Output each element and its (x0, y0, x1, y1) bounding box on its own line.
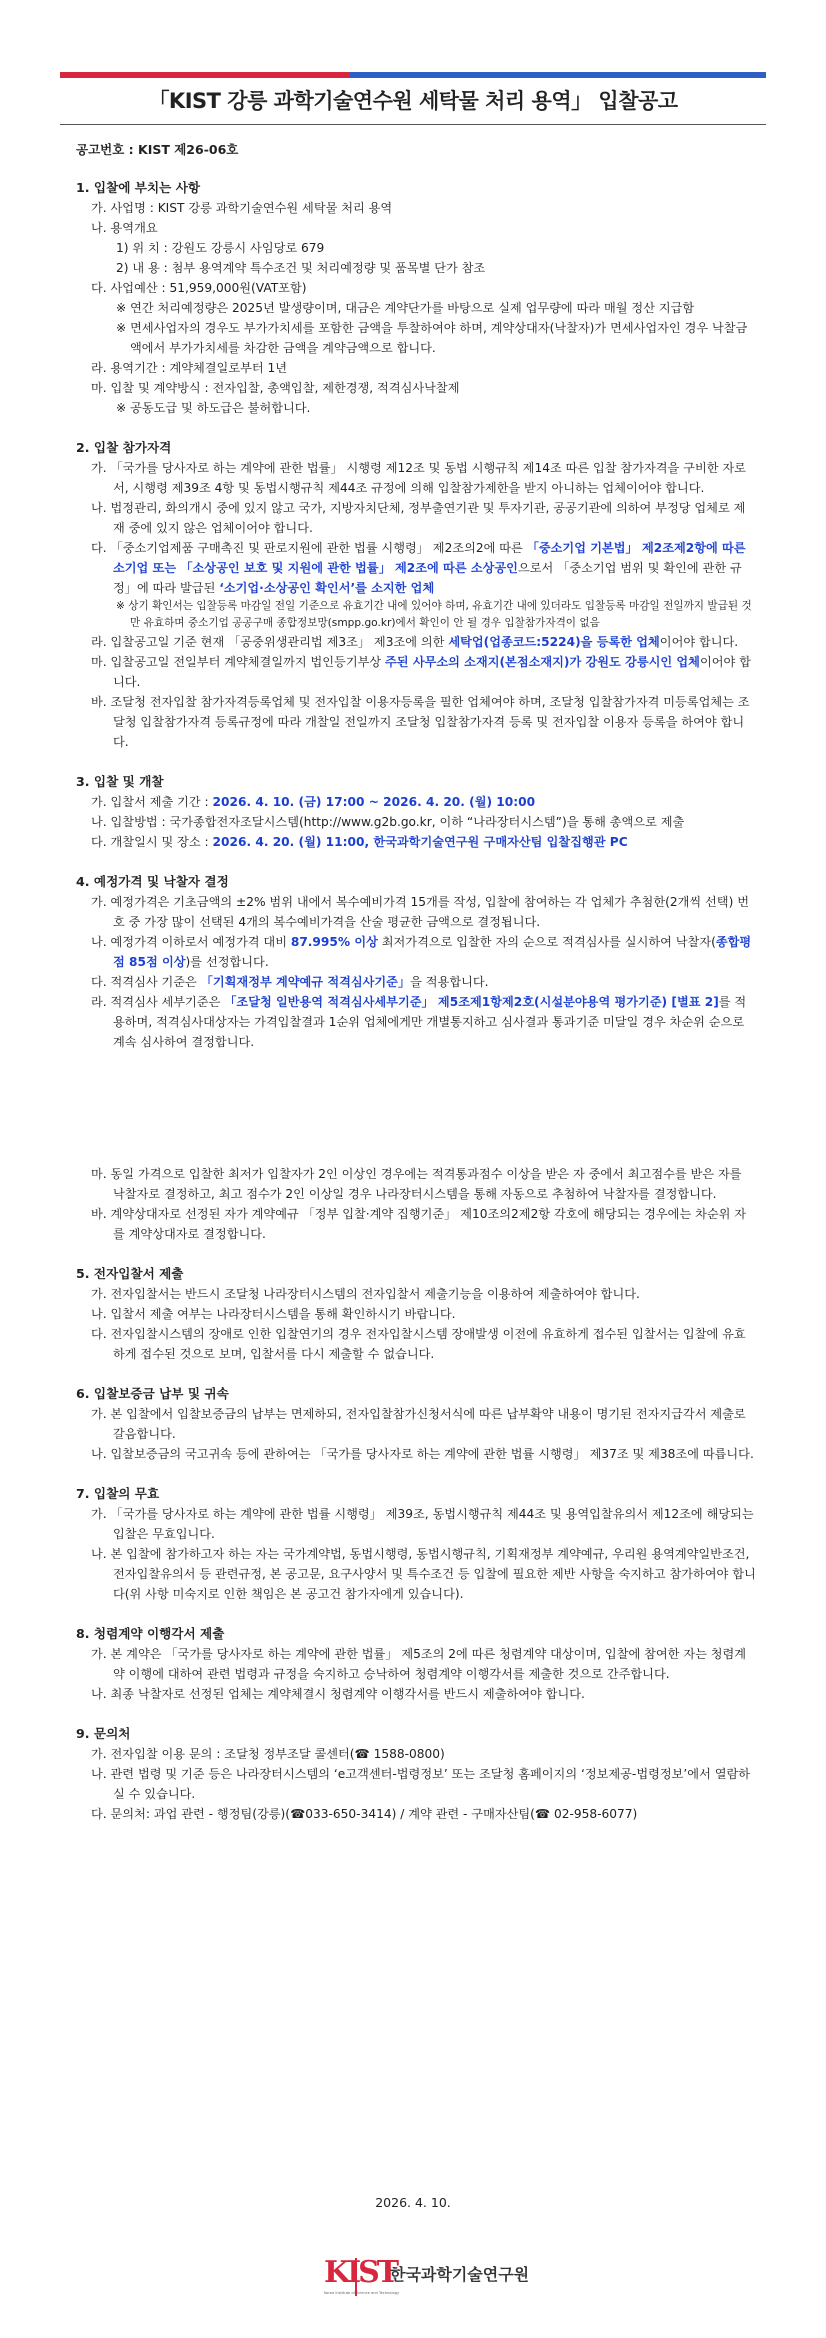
s2-item-ga: 가. 「국가를 당사자로 하는 계약에 관한 법률」 시행령 제12조 및 동법 시행규칙 제14조 따른 입찰 참가자격을 구비한 자로서, 시행령 제39조 4항 및 동법시행규칙 제44조 규정에 의해 입찰참가제한을 받지 아니하는 업체이어야 합니다. (91, 461, 746, 495)
s4-item-ga: 가. 예정가격은 기초금액의 ±2% 범위 내에서 복수예비가격 15개를 작성, 입찰에 참여하는 각 업체가 추첨한(2개씩 선택) 번호 중 가장 많이 선택된 4개의 복수예비가격을 산술 평균한 금액으로 결정됩니다. (91, 895, 749, 929)
s2-ma-text-2: 이어야 합니다. (113, 655, 751, 689)
s4-da-text-1: 다. 적격심사 기준은 (91, 975, 201, 989)
s2-ra-text-2: 이어야 합니다. (659, 635, 739, 649)
s3-da-highlight: 2026. 4. 20. (월) 11:00, 한국과학기술연구원 구매자산팀 입찰집행관 PC (212, 835, 628, 849)
s2-ma-text-1: 마. 입찰공고일 전일부터 계약체결일까지 법인등기부상 (91, 655, 386, 669)
s7-item-ga: 가. 「국가를 당사자로 하는 계약에 관한 법률 시행령」 제39조, 동법시행규칙 제44조 및 용역입찰유의서 제12조에 해당되는 입찰은 무효입니다. (91, 1507, 754, 1541)
s4-ra-text-2: 를 적용하며, 적격심사대상자는 가격입찰결과 1순위 업체에게만 개별통지하고 심사결과 통과기준 미달일 경우 차순위 순으로 계속 심사하여 결정합니다. (113, 995, 747, 1049)
s1-note-1: ※ 연간 처리예정량은 2025년 발생량이며, 대금은 계약단가를 바탕으로 실제 업무량에 따라 매월 정산 지급함 (116, 301, 695, 315)
s3-item-na: 나. 입찰방법 : 국가종합전자조달시스템(http://www.g2b.go.kr, 이하 “나라장터시스템”)을 통해 총액으로 제출 (91, 815, 685, 829)
section-3-heading: 3. 입찰 및 개찰 (76, 774, 164, 789)
s3-item-ga (80, 792, 756, 812)
section-4-heading: 4. 예정가격 및 낙찰자 결정 (76, 874, 229, 889)
s4-ra-text-1: 라. 적격심사 세부기준은 (91, 995, 225, 1009)
s2-da-text-2: 으로서 「중소기업 범위 및 확인에 관한 규정」에 따라 발급된 (113, 561, 742, 595)
section-8-heading: 8. 청렴계약 이행각서 제출 (76, 1626, 225, 1641)
header-color-bar (60, 72, 766, 78)
s4-na-text-2: 최저가격으로 입찰한 자의 순으로 적격심사를 실시하여 낙찰자( (377, 935, 716, 949)
s4-item-na (80, 932, 756, 972)
s3-ga-highlight: 2026. 4. 10. (금) 17:00 ~ 2026. 4. 20. (월) 10:00 (212, 795, 536, 809)
kist-logo-mark (322, 2248, 400, 2304)
s8-item-na: 나. 최종 낙찰자로 선정된 업체는 계약체결시 청렴계약 이행각서를 반드시 제출하여야 합니다. (91, 1687, 585, 1701)
s2-ra-text-1: 라. 입찰공고일 기준 현재 「공중위생관리법 제3조」 제3조에 의한 (91, 635, 449, 649)
s2-da-highlight-2: ‘소기업·소상공인 확인서’를 소지한 업체 (219, 581, 435, 595)
page-title: 「KIST 강릉 과학기술연수원 세탁물 처리 용역」 입찰공고 (148, 89, 678, 113)
s4-na-highlight-1: 87.995% 이상 (290, 935, 378, 949)
section-7-heading: 7. 입찰의 무효 (76, 1486, 160, 1501)
s2-item-da (80, 538, 756, 598)
announcement-date: 2026. 4. 10. (375, 2195, 451, 2210)
s2-item-ba: 바. 조달청 전자입찰 참가자격등록업체 및 전자입찰 이용자등록을 필한 업체여야 하며, 조달청 입찰참가자격 미등록업체는 조달청 입찰참가자격 등록규정에 따라 개찰일 전일까지 조달청 입찰참가자격 등록 및 전자입찰 이용자 등록을 하여야 합니다. (91, 695, 750, 749)
s5-item-na: 나. 입찰서 제출 여부는 나라장터시스템을 통해 확인하시기 바랍니다. (91, 1307, 456, 1321)
org-name: 한국과학기술연구원 (390, 2265, 530, 2284)
section-1-heading: 1. 입찰에 부치는 사항 (76, 180, 201, 195)
s4-item-ra (80, 992, 756, 1052)
kist-logo-letters: KIST (324, 2255, 397, 2290)
s3-da-text: 다. 개찰일시 및 장소 : (91, 835, 213, 849)
header-bar-blue (350, 72, 766, 78)
s1-item-ma: 마. 입찰 및 계약방식 : 전자입찰, 총액입찰, 제한경쟁, 적격심사낙찰제 (91, 381, 460, 395)
s3-item-da (80, 832, 756, 852)
s4-item-ma: 마. 동일 가격으로 입찰한 최저가 입찰자가 2인 이상인 경우에는 적격통과점수 이상을 받은 자 중에서 최고점수를 받은 자를 낙찰자로 결정하고, 최고 점수가 2인 이상일 경우 나라장터시스템을 통해 자동으로 추첨하여 낙찰자를 결정합니다. (91, 1167, 742, 1201)
kist-logo (322, 2248, 562, 2304)
s2-ma-highlight: 주된 사무소의 소재지(본점소재지)가 강원도 강릉시인 업체 (385, 655, 700, 669)
s2-da-text-1: 다. 「중소기업제품 구매촉진 및 판로지원에 관한 법률 시행령」 제2조의2에 따른 (91, 541, 527, 555)
s4-ra-highlight: 「조달청 일반용역 적격심사세부기준」 제5조제1항제2호(시설분야용역 평가기준) [별표 2] (224, 995, 719, 1009)
s6-item-na: 나. 입찰보증금의 국고귀속 등에 관하여는 「국가를 당사자로 하는 계약에 관한 법률 시행령」 제37조 및 제38조에 따릅니다. (91, 1447, 754, 1461)
s9-item-ga: 가. 전자입찰 이용 문의 : 조달청 정부조달 콜센터(☎ 1588-0800) (91, 1747, 445, 1761)
section-2-heading: 2. 입찰 참가자격 (76, 440, 172, 455)
section-6-heading: 6. 입찰보증금 납부 및 귀속 (76, 1386, 229, 1401)
announcement-body (76, 178, 756, 1824)
header-bar-red (60, 72, 350, 78)
s4-na-highlight-2: 종합평점 85점 이상 (113, 935, 752, 969)
kist-logo-subtext: Korea Institute of Science and Technology (324, 2291, 400, 2295)
section-9-heading: 9. 문의처 (76, 1726, 131, 1741)
title-divider (60, 124, 766, 125)
s1-item-na-2: 2) 내 용 : 첨부 용역계약 특수조건 및 처리예정량 및 품목별 단가 참조 (116, 261, 486, 275)
s7-item-na: 나. 본 입찰에 참가하고자 하는 자는 국가계약법, 동법시행령, 동법시행규칙, 기획재정부 계약예규, 우리원 용역계약일반조건, 전자입찰유의서 등 관련규정, 본 공고문, 요구사양서 및 특수조건 등 입찰에 필요한 제반 사항을 숙지하고 참가하여야 합니다(위 사항 미숙지로 인한 책임은 본 공고건 참가자에게 있습니다). (91, 1547, 756, 1601)
s2-da-highlight-1: 「중소기업 기본법」 제2조제2항에 따른 소기업 또는 「소상공인 보호 및 지원에 관한 법률」 제2조에 따른 소상공인 (113, 541, 746, 575)
s4-item-da (80, 972, 756, 992)
s6-item-ga: 가. 본 입찰에서 입찰보증금의 납부는 면제하되, 전자입찰참가신청서식에 따른 납부확약 내용이 명기된 전자지급각서 제출로 갈음합니다. (91, 1407, 746, 1441)
s4-da-text-2: 을 적용합니다. (410, 975, 489, 989)
notice-number: 공고번호 : KIST 제26-06호 (76, 142, 239, 157)
section-5-heading: 5. 전자입찰서 제출 (76, 1266, 184, 1281)
s1-note-2: ※ 면세사업자의 경우도 부가가치세를 포함한 금액을 투찰하여야 하며, 계약상대자(낙찰자)가 면세사업자인 경우 낙찰금액에서 부가가치세를 차감한 금액을 계약금액으로 합니다. (116, 321, 748, 355)
s2-item-ma (80, 652, 756, 692)
s1-item-ra: 라. 용역기간 : 계약체결일로부터 1년 (91, 361, 288, 375)
s1-item-na: 나. 용역개요 (91, 221, 158, 235)
s2-ra-highlight: 세탁업(업종코드:5224)을 등록한 업체 (448, 635, 660, 649)
s3-ga-text: 가. 입찰서 제출 기간 : (91, 795, 213, 809)
s4-na-text-1: 나. 예정가격 이하로서 예정가격 대비 (91, 935, 291, 949)
s2-note: ※ 상기 확인서는 입찰등록 마감일 전일 기준으로 유효기간 내에 있어야 하며, 유효기간 내에 있더라도 입찰등록 마감일 전일까지 발급된 것만 유효하며 중소기업 공공구매 종합정보망(smpp.go.kr)에서 확인이 안 될 경우 입찰참가자격이 없음 (116, 600, 752, 629)
s9-item-na: 나. 관련 법령 및 기준 등은 나라장터시스템의 ‘e고객센터-법령정보’ 또는 조달청 홈페이지의 ‘정보제공-법령정보’에서 열람하실 수 있습니다. (91, 1767, 751, 1801)
s8-item-ga: 가. 본 계약은 「국가를 당사자로 하는 계약에 관한 법률」 제5조의 2에 따른 청렴계약 대상이며, 입찰에 참여한 자는 청렴계약 이행에 대하여 관련 법령과 규정을 숙지하고 승낙하여 청렴계약 이행각서를 제출한 것으로 간주합니다. (91, 1647, 747, 1681)
s4-na-text-3: )를 선정합니다. (185, 955, 269, 969)
s5-item-da: 다. 전자입찰시스템의 장애로 인한 입찰연기의 경우 전자입찰시스템 장애발생 이전에 유효하게 접수된 입찰서는 입찰에 유효하게 접수된 것으로 보며, 입찰서를 다시 제출할 수 없습니다. (91, 1327, 746, 1361)
s1-item-na-1: 1) 위 치 : 강원도 강릉시 사임당로 679 (116, 241, 325, 255)
s4-item-ba: 바. 계약상대자로 선정된 자가 계약예규 「정부 입찰·계약 집행기준」 제10조의2제2항 각호에 해당되는 경우에는 차순위 자를 계약상대자로 결정합니다. (91, 1207, 747, 1241)
s1-item-da: 다. 사업예산 : 51,959,000원(VAT포함) (91, 281, 307, 295)
s9-item-da: 다. 문의처: 과업 관련 - 행정팀(강릉)(☎033-650-3414) / 계약 관련 - 구매자산팀(☎ 02-958-6077) (91, 1807, 638, 1821)
blank-gap (76, 1052, 756, 1164)
s4-da-highlight: 「기획재정부 계약예규 적격심사기준」 (200, 975, 411, 989)
s2-item-na: 나. 법정관리, 화의개시 중에 있지 않고 국가, 지방자치단체, 정부출연기관 및 투자기관, 공공기관에 의하여 부정당 업체로 제재 중에 있지 않은 업체이어야 합니다. (91, 501, 746, 535)
s2-item-ra (80, 632, 756, 652)
s5-item-ga: 가. 전자입찰서는 반드시 조달청 나라장터시스템의 전자입찰서 제출기능을 이용하여 제출하여야 합니다. (91, 1287, 640, 1301)
s1-item-ga: 가. 사업명 : KIST 강릉 과학기술연수원 세탁물 처리 용역 (91, 201, 393, 215)
s1-note-3: ※ 공동도급 및 하도급은 불허합니다. (116, 401, 311, 415)
